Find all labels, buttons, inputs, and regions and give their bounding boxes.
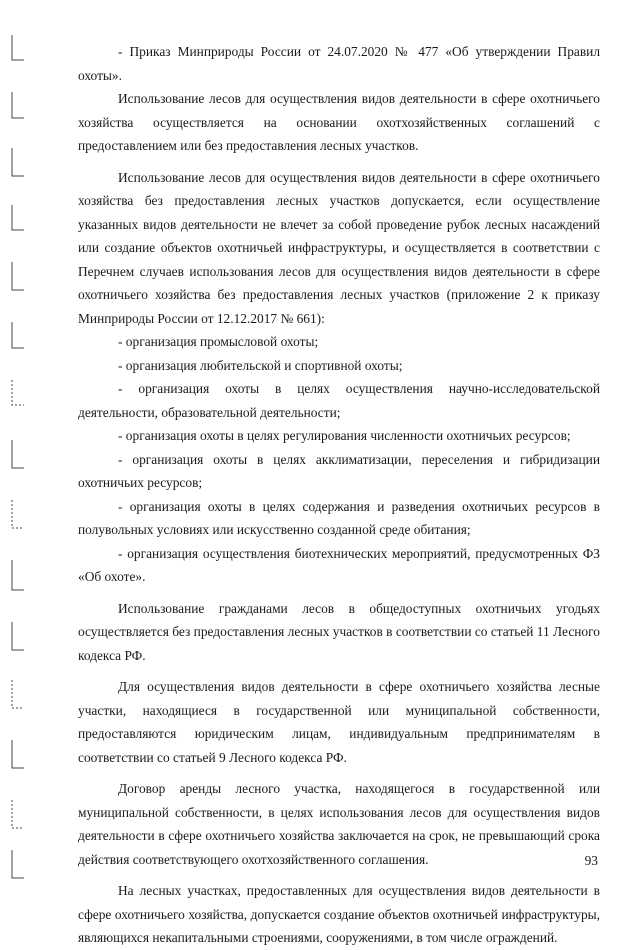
list-item: - организация охоты в целях регулирования численности охотничьих ресурсов; xyxy=(118,428,571,443)
list-item: - организация промысловой охоты; xyxy=(118,334,319,349)
list-item: - организация осуществления биотехнических мероприятий, предусмотренных ФЗ «Об охоте». xyxy=(78,545,600,584)
list-item: - организация охоты в целях содержания и разведения охотничьих ресурсов в полувольных условиях или искусственно созданной среде обитания; xyxy=(78,498,600,537)
list-item: - организация охоты в целях осуществления научно-исследовательской деятельности, образовательной деятельности; xyxy=(78,381,600,420)
paragraph-infrastructure: На лесных участках, предоставленных для осуществления видов деятельности в сфере охотничьего хозяйства, допускается создание объектов охотничьей инфраструктуры, являющихся некапитальными строениями, сооружениями, в том числе ограждений. xyxy=(78,883,600,945)
paragraph-plot-provision: Для осуществления видов деятельности в сфере охотничьего хозяйства лесные участки, находящиеся в государственной или муниципальной собственности, предоставляются юридическим лицам, индивидуальным предпринимателям в соответствии со статьей 9 Лесного кодекса РФ. xyxy=(78,679,600,765)
binding-marks xyxy=(4,0,30,905)
paragraph-without-plots: Использование лесов для осуществления видов деятельности в сфере охотничьего хозяйства без предоставления лесных участков допускается, если осуществление указанных видов деятельности не влечет за собой проведение рубок лесных насаждений или создание объектов охотничьей инфраструктуры, и осуществляется в соответствии с Перечнем случаев использования лесов для осуществления видов деятельности в сфере охотничьего хозяйства без предоставления лесных участков (приложение 2 к приказу Минприроды России от 12.12.2017 № 661): xyxy=(78,169,600,326)
list-item: - организация охоты в целях акклиматизации, переселения и гибридизации охотничьих ресурсов; xyxy=(78,451,600,490)
paragraph-public-hunting-grounds: Использование гражданами лесов в общедоступных охотничьих угодьях осуществляется без предоставления лесных участков в соответствии со статьей 11 Лесного кодекса РФ. xyxy=(78,600,600,663)
binding-holes-edge xyxy=(4,0,30,905)
list-item: - организация любительской и спортивной охоты; xyxy=(118,357,403,373)
paragraph-order-477: - Приказ Минприроды России от 24.07.2020 № 477 «Об утверждении Правил охоты». xyxy=(78,44,600,83)
paragraph-forest-use-basis: Использование лесов для осуществления видов деятельности в сфере охотничьего хозяйства осуществляется на основании охотхозяйственных соглашений с предоставлением или без предоставления лесных участков. xyxy=(78,91,600,153)
document-page xyxy=(78,40,600,950)
paragraph-lease-agreement: Договор аренды лесного участка, находящегося в государственной или муниципальной собственности, в целях использования лесов для осуществления видов деятельности в сфере охотничьего хозяйства заключается на срок, не превышающий срока действия соответствующего охотхозяйственного соглашения. xyxy=(78,781,600,867)
page-number: 93 xyxy=(584,853,598,868)
